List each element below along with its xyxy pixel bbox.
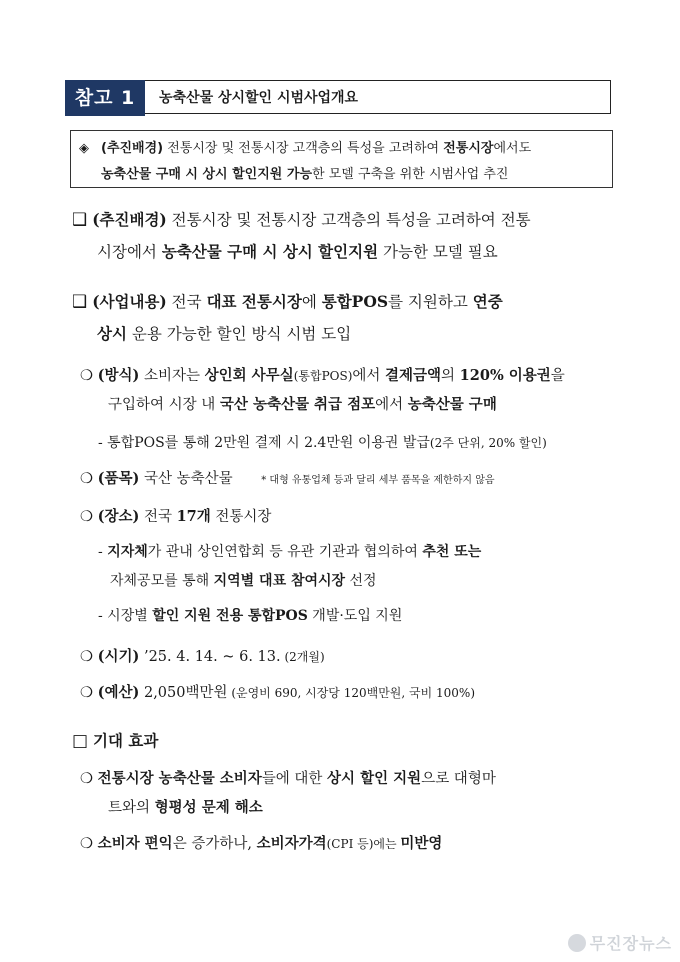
place-line xyxy=(80,505,271,526)
item-text: ’25. 4. 14. ~ 6. 13. xyxy=(139,649,281,665)
item-note: (운영비 690, 시장당 120백만원, 국비 100%) xyxy=(227,686,476,700)
effect-emph: 상시 할인 지원 xyxy=(327,770,422,787)
circle-bullet-icon: ❍ xyxy=(80,509,93,525)
section-label: (추진배경) xyxy=(92,210,167,229)
item-emph: 17개 xyxy=(176,508,211,525)
item-note: (2개월) xyxy=(280,650,325,664)
item-text: 2,050백만원 xyxy=(139,685,228,701)
item-emph: 120% 이용권 xyxy=(459,367,551,384)
place-dash-2 xyxy=(98,605,402,625)
effect-emph: 전통시장 농축산물 소비자 xyxy=(97,770,262,787)
summary-line-1 xyxy=(79,137,531,156)
item-text: 구입하여 시장 내 xyxy=(108,397,220,413)
dash-emph: 추천 또는 xyxy=(422,544,482,560)
section-emph: 연중 xyxy=(472,292,503,311)
section-text: 에 xyxy=(301,293,322,311)
item-emph: 상인회 사무실 xyxy=(204,367,294,384)
item-line xyxy=(80,467,495,488)
dash-text: - 통합POS를 통해 2만원 결제 시 2.4만원 이용권 발급 xyxy=(98,435,430,451)
effect-line-3 xyxy=(80,832,442,853)
watermark-logo-icon xyxy=(568,934,586,952)
item-note: (통합POS) xyxy=(293,369,353,383)
circle-bullet-icon: ❍ xyxy=(80,368,93,384)
section-emph: 상시 xyxy=(97,324,127,343)
item-text: 의 xyxy=(441,368,460,384)
summary-emph: 농축산물 구매 시 상시 할인지원 가능 xyxy=(101,167,312,182)
effect-emph: 미반영 xyxy=(400,835,443,852)
reference-title: 농축산물 상시할인 시범사업개요 xyxy=(145,80,611,114)
dash-text: - 시장별 xyxy=(98,608,153,624)
effect-emph: 형평성 문제 해소 xyxy=(154,799,263,816)
summary-line-2 xyxy=(101,163,508,182)
summary-text: 전통시장 및 전통시장 고객층의 특성을 고려하여 xyxy=(163,141,444,156)
effect-text: 들에 대한 xyxy=(261,771,328,787)
effect-line-1 xyxy=(80,767,496,788)
place-dash-1-line-2 xyxy=(110,570,377,590)
item-text: 전국 xyxy=(139,509,177,525)
dash-text: 개발·도입 지원 xyxy=(307,608,403,624)
item-text: 국산 농축산물 xyxy=(139,471,233,487)
dash-text: - xyxy=(98,544,108,560)
dash-text: 가 관내 상인연합회 등 유관 기관과 협의하여 xyxy=(147,544,423,560)
item-label: (품목) xyxy=(97,470,140,487)
effect-heading xyxy=(72,729,158,751)
method-line-2 xyxy=(108,393,497,414)
item-label: (장소) xyxy=(97,508,140,525)
item-text: 소비자는 xyxy=(139,368,205,384)
dash-text: 선정 xyxy=(345,573,377,589)
effect-text: (CPI 등)에는 xyxy=(326,837,401,851)
item-footnote: * 대형 유통업체 등과 달리 세부 품목을 제한하지 않음 xyxy=(261,475,495,486)
item-label: (예산) xyxy=(97,684,140,701)
dash-emph: 지역별 대표 참여시장 xyxy=(213,573,346,589)
section-text: 시장에서 xyxy=(97,243,162,261)
effect-text: 으로 대형마 xyxy=(421,771,496,787)
item-emph: 국산 농축산물 취급 점포 xyxy=(219,396,376,413)
watermark-text: 무진장뉴스 xyxy=(589,934,672,953)
hollow-square-bullet-icon: □ xyxy=(72,731,89,751)
section-emph: 통합POS xyxy=(321,292,389,311)
dash-text: 자체공모 xyxy=(110,573,165,589)
method-dash-line xyxy=(98,432,547,452)
section-text: 를 지원하고 xyxy=(388,293,473,311)
summary-emph: 전통시장 xyxy=(443,141,494,156)
dash-text: 를 통해 xyxy=(164,573,214,589)
content-line-1 xyxy=(72,290,503,312)
circle-bullet-icon: ❍ xyxy=(80,649,93,665)
background-line-1 xyxy=(72,208,531,230)
method-line-1 xyxy=(80,364,565,385)
effect-emph: 소비자 편익 xyxy=(97,835,173,852)
item-text: 을 xyxy=(550,368,565,384)
section-emph: 대표 전통시장 xyxy=(206,292,302,311)
section-label: (사업내용) xyxy=(92,292,167,311)
summary-label: (추진배경) xyxy=(101,141,164,156)
place-dash-1-line-1 xyxy=(98,541,481,561)
period-line xyxy=(80,645,325,666)
section-text: 운용 가능한 할인 방식 시범 도입 xyxy=(126,325,352,343)
dash-emph: 지자체 xyxy=(107,544,148,560)
effect-text: 트와의 xyxy=(108,800,155,816)
dash-note: (2주 단위, 20% 할인) xyxy=(429,436,547,450)
summary-text: 에서도 xyxy=(493,141,532,156)
item-emph: 농축산물 구매 xyxy=(407,396,497,413)
square-bullet-icon: ❑ xyxy=(72,210,88,230)
item-text: 에서 xyxy=(352,368,386,384)
diamond-bullet-icon: ◈ xyxy=(79,141,89,156)
item-text: 에서 xyxy=(375,397,408,413)
circle-bullet-icon: ❍ xyxy=(80,471,93,487)
summary-text: 한 모델 구축을 위한 시범사업 추진 xyxy=(312,167,509,182)
item-label: (방식) xyxy=(97,367,140,384)
summary-box xyxy=(70,130,613,188)
section-text: 전통시장 및 전통시장 고객층의 특성을 고려하여 전통 xyxy=(166,211,531,229)
item-text: 전통시장 xyxy=(210,509,272,525)
square-bullet-icon: ❑ xyxy=(72,292,88,312)
circle-bullet-icon: ❍ xyxy=(80,771,93,787)
content-line-2 xyxy=(97,322,351,344)
section-emph: 농축산물 구매 시 상시 할인지원 xyxy=(161,242,379,261)
watermark xyxy=(568,931,672,954)
dash-emph: 할인 지원 전용 통합POS xyxy=(152,608,308,624)
circle-bullet-icon: ❍ xyxy=(80,836,93,852)
section-text: 전국 xyxy=(166,293,207,311)
effect-line-2 xyxy=(108,796,263,817)
section-title: 기대 효과 xyxy=(93,731,159,750)
item-label: (시기) xyxy=(97,648,140,665)
effect-text: 은 증가하나, xyxy=(172,836,257,852)
item-emph: 결제금액 xyxy=(385,367,442,384)
budget-line xyxy=(80,681,475,702)
section-text: 가능한 모델 필요 xyxy=(378,243,498,261)
background-line-2 xyxy=(97,240,498,262)
effect-emph: 소비자가격 xyxy=(256,835,327,852)
reference-badge: 참고 1 xyxy=(65,80,145,116)
circle-bullet-icon: ❍ xyxy=(80,685,93,701)
reference-header xyxy=(65,80,613,116)
